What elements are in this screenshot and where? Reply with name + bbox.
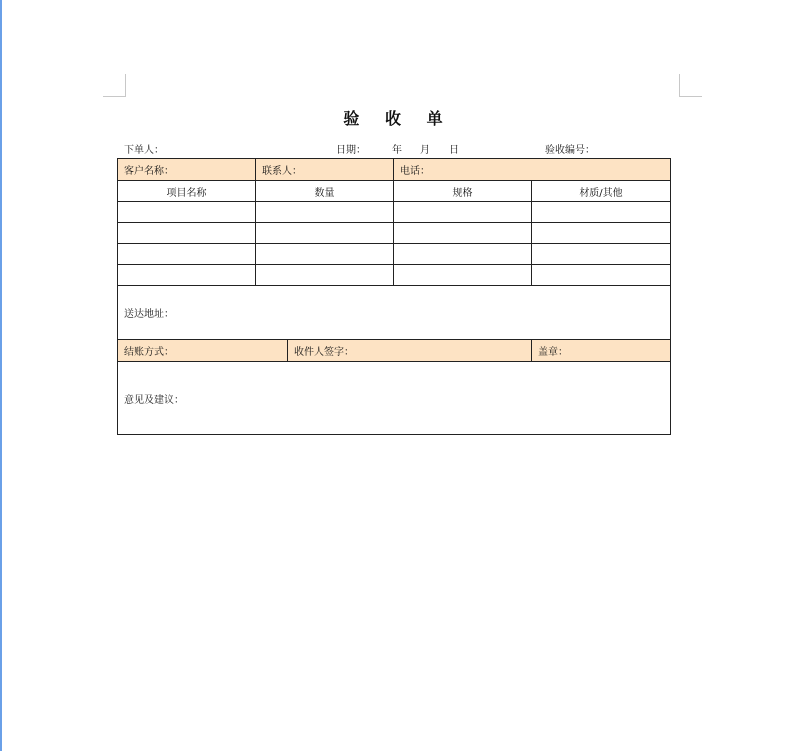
table-cell[interactable] [532, 244, 671, 265]
table-cell[interactable] [118, 202, 256, 223]
phone-cell[interactable]: 电话： [394, 159, 671, 181]
crop-mark-top-right [679, 74, 702, 97]
table-cell[interactable] [394, 223, 532, 244]
stamp-cell[interactable]: 盖章： [532, 340, 671, 362]
opinions-row [118, 362, 671, 435]
document-title: 验 收 单 [343, 109, 453, 128]
table-cell[interactable] [532, 265, 671, 286]
table-cell[interactable] [118, 223, 256, 244]
crop-mark-top-left [103, 74, 126, 97]
customer-name-cell[interactable]: 客户名称： [118, 159, 256, 181]
table-cell[interactable] [256, 223, 394, 244]
receiver-signature-cell[interactable]: 收件人签字： [288, 340, 532, 362]
date-year: 年 [392, 145, 402, 156]
table-cell[interactable] [118, 244, 256, 265]
header-spec: 规格 [394, 181, 532, 202]
table-cell[interactable] [394, 202, 532, 223]
settlement-row [118, 340, 671, 362]
header-item-name: 项目名称 [118, 181, 256, 202]
column-header-row [118, 181, 671, 202]
table-cell[interactable] [394, 244, 532, 265]
acceptance-no-label: 验收编号： [545, 145, 595, 156]
contact-cell[interactable]: 联系人： [256, 159, 394, 181]
table-row [118, 244, 671, 265]
date-day: 日 [449, 145, 459, 156]
table-cell[interactable] [532, 223, 671, 244]
customer-info-row [118, 159, 671, 181]
acceptance-form-table [117, 158, 671, 435]
table-cell[interactable] [394, 265, 532, 286]
date-month: 月 [420, 145, 430, 156]
table-cell[interactable] [118, 265, 256, 286]
date-label: 日期： [336, 145, 366, 156]
table-cell[interactable] [256, 244, 394, 265]
delivery-address-cell[interactable]: 送达地址： [118, 286, 671, 340]
orderer-label: 下单人： [124, 145, 164, 156]
opinions-cell[interactable]: 意见及建议： [118, 362, 671, 435]
table-row [118, 202, 671, 223]
table-row [118, 265, 671, 286]
header-quantity: 数量 [256, 181, 394, 202]
table-row [118, 223, 671, 244]
delivery-address-row [118, 286, 671, 340]
settlement-method-cell[interactable]: 结账方式： [118, 340, 288, 362]
header-material-other: 材质/其他 [532, 181, 671, 202]
table-cell[interactable] [256, 202, 394, 223]
table-cell[interactable] [256, 265, 394, 286]
table-cell[interactable] [532, 202, 671, 223]
